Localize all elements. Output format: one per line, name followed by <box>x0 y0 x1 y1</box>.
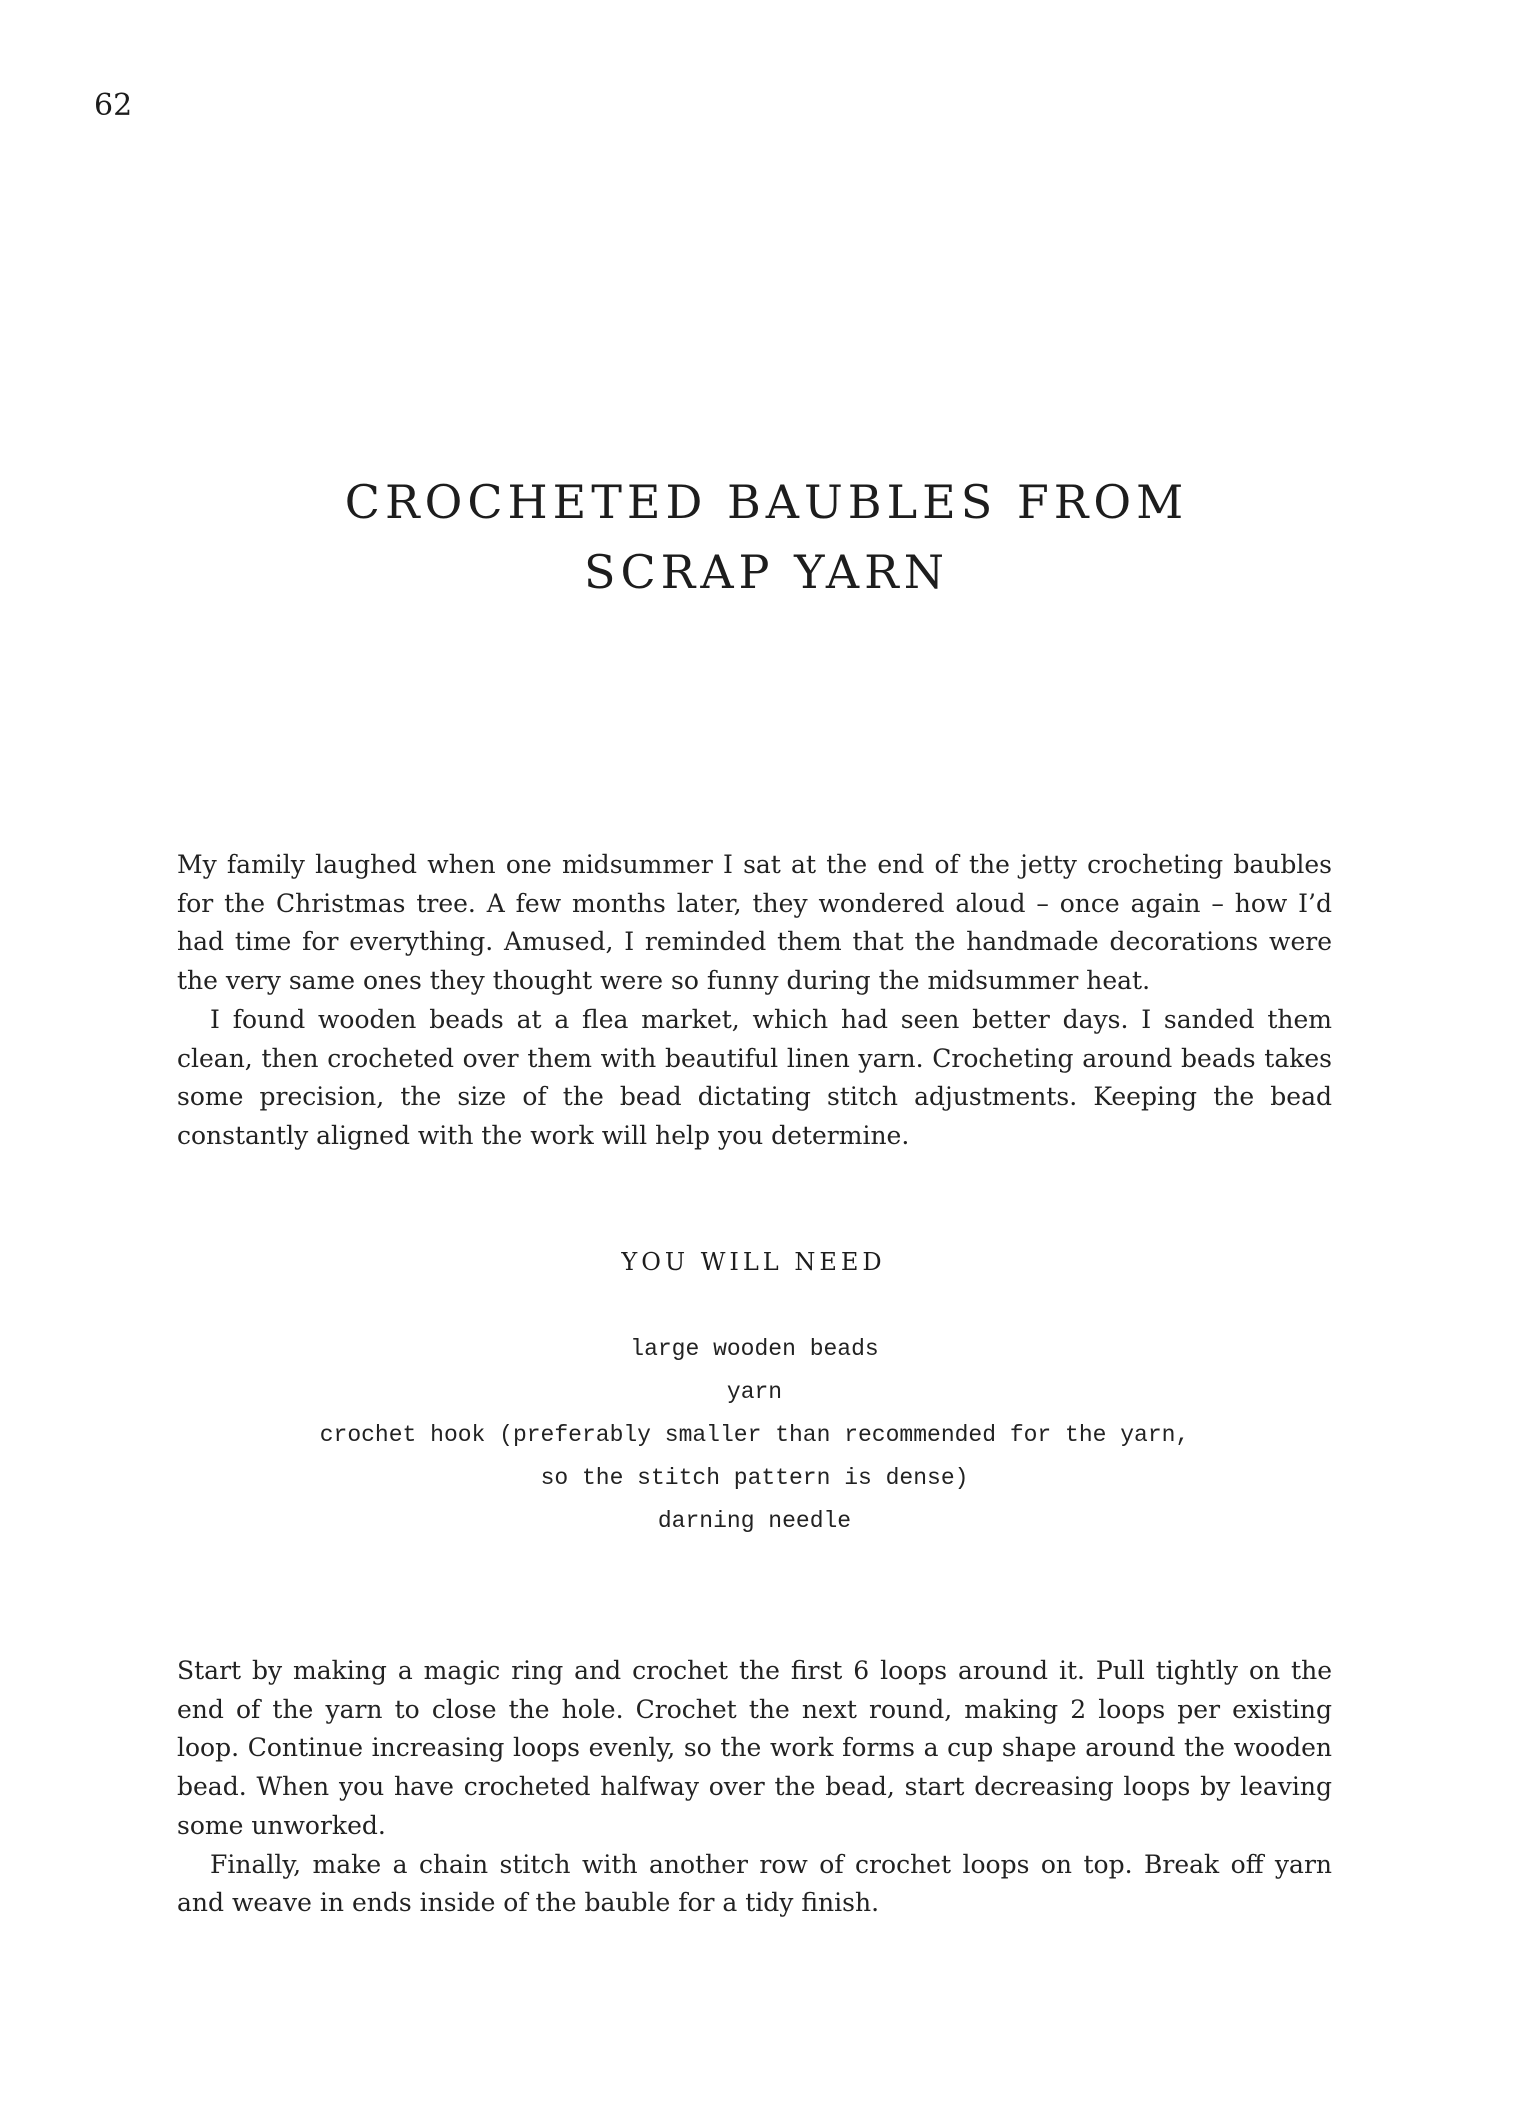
page-number: 62 <box>94 88 133 123</box>
material-item: darning needle <box>657 1508 852 1534</box>
intro-section <box>177 846 1332 1156</box>
instruction-paragraph: Finally, make a chain stitch with another row of crochet loops on top. Break off yarn and weave in ends inside of the bauble for a tidy finish. <box>177 1849 1332 1918</box>
material-item: large wooden beads <box>630 1336 879 1362</box>
chapter-title <box>190 467 1343 607</box>
chapter-title-line-1: CROCHETED BAUBLES FROM <box>344 475 1189 529</box>
instruction-paragraph: Start by making a magic ring and crochet the first 6 loops around it. Pull tightly on the end of the yarn to close the hole. Crochet the next round, making 2 loops per existing loop. Continue increasing loops evenly, so the work forms a cup shape around the wooden bead. When you have crocheted halfway over the bead, start decreasing loops by leaving some unworked. <box>177 1656 1332 1840</box>
you-will-need-heading: YOU WILL NEED <box>621 1248 886 1276</box>
intro-paragraph: I found wooden beads at a flea market, which had seen better days. I sanded them clean, then crocheted over them with beautiful linen yarn. Crocheting around beads takes some precision, the size of the bead dictating stitch adjustments. Keeping the bead constantly aligned with the work will help you determine. <box>177 1004 1332 1150</box>
intro-paragraph: My family laughed when one midsummer I sat at the end of the jetty crocheting baubles for the Christmas tree. A few months later, they wondered aloud – once again – how I’d had time for everything. Amused, I reminded them that the handmade decorations were the very same ones they thought were so funny during the midsummer heat. <box>177 850 1332 996</box>
materials-list <box>177 1328 1332 1543</box>
material-item: crochet hook (preferably smaller than recommended for the yarn, so the stitch pattern is dense) <box>319 1422 1190 1491</box>
instructions-section <box>177 1652 1332 1923</box>
chapter-title-line-2: SCRAP YARN <box>583 545 950 599</box>
material-item: yarn <box>726 1379 783 1405</box>
